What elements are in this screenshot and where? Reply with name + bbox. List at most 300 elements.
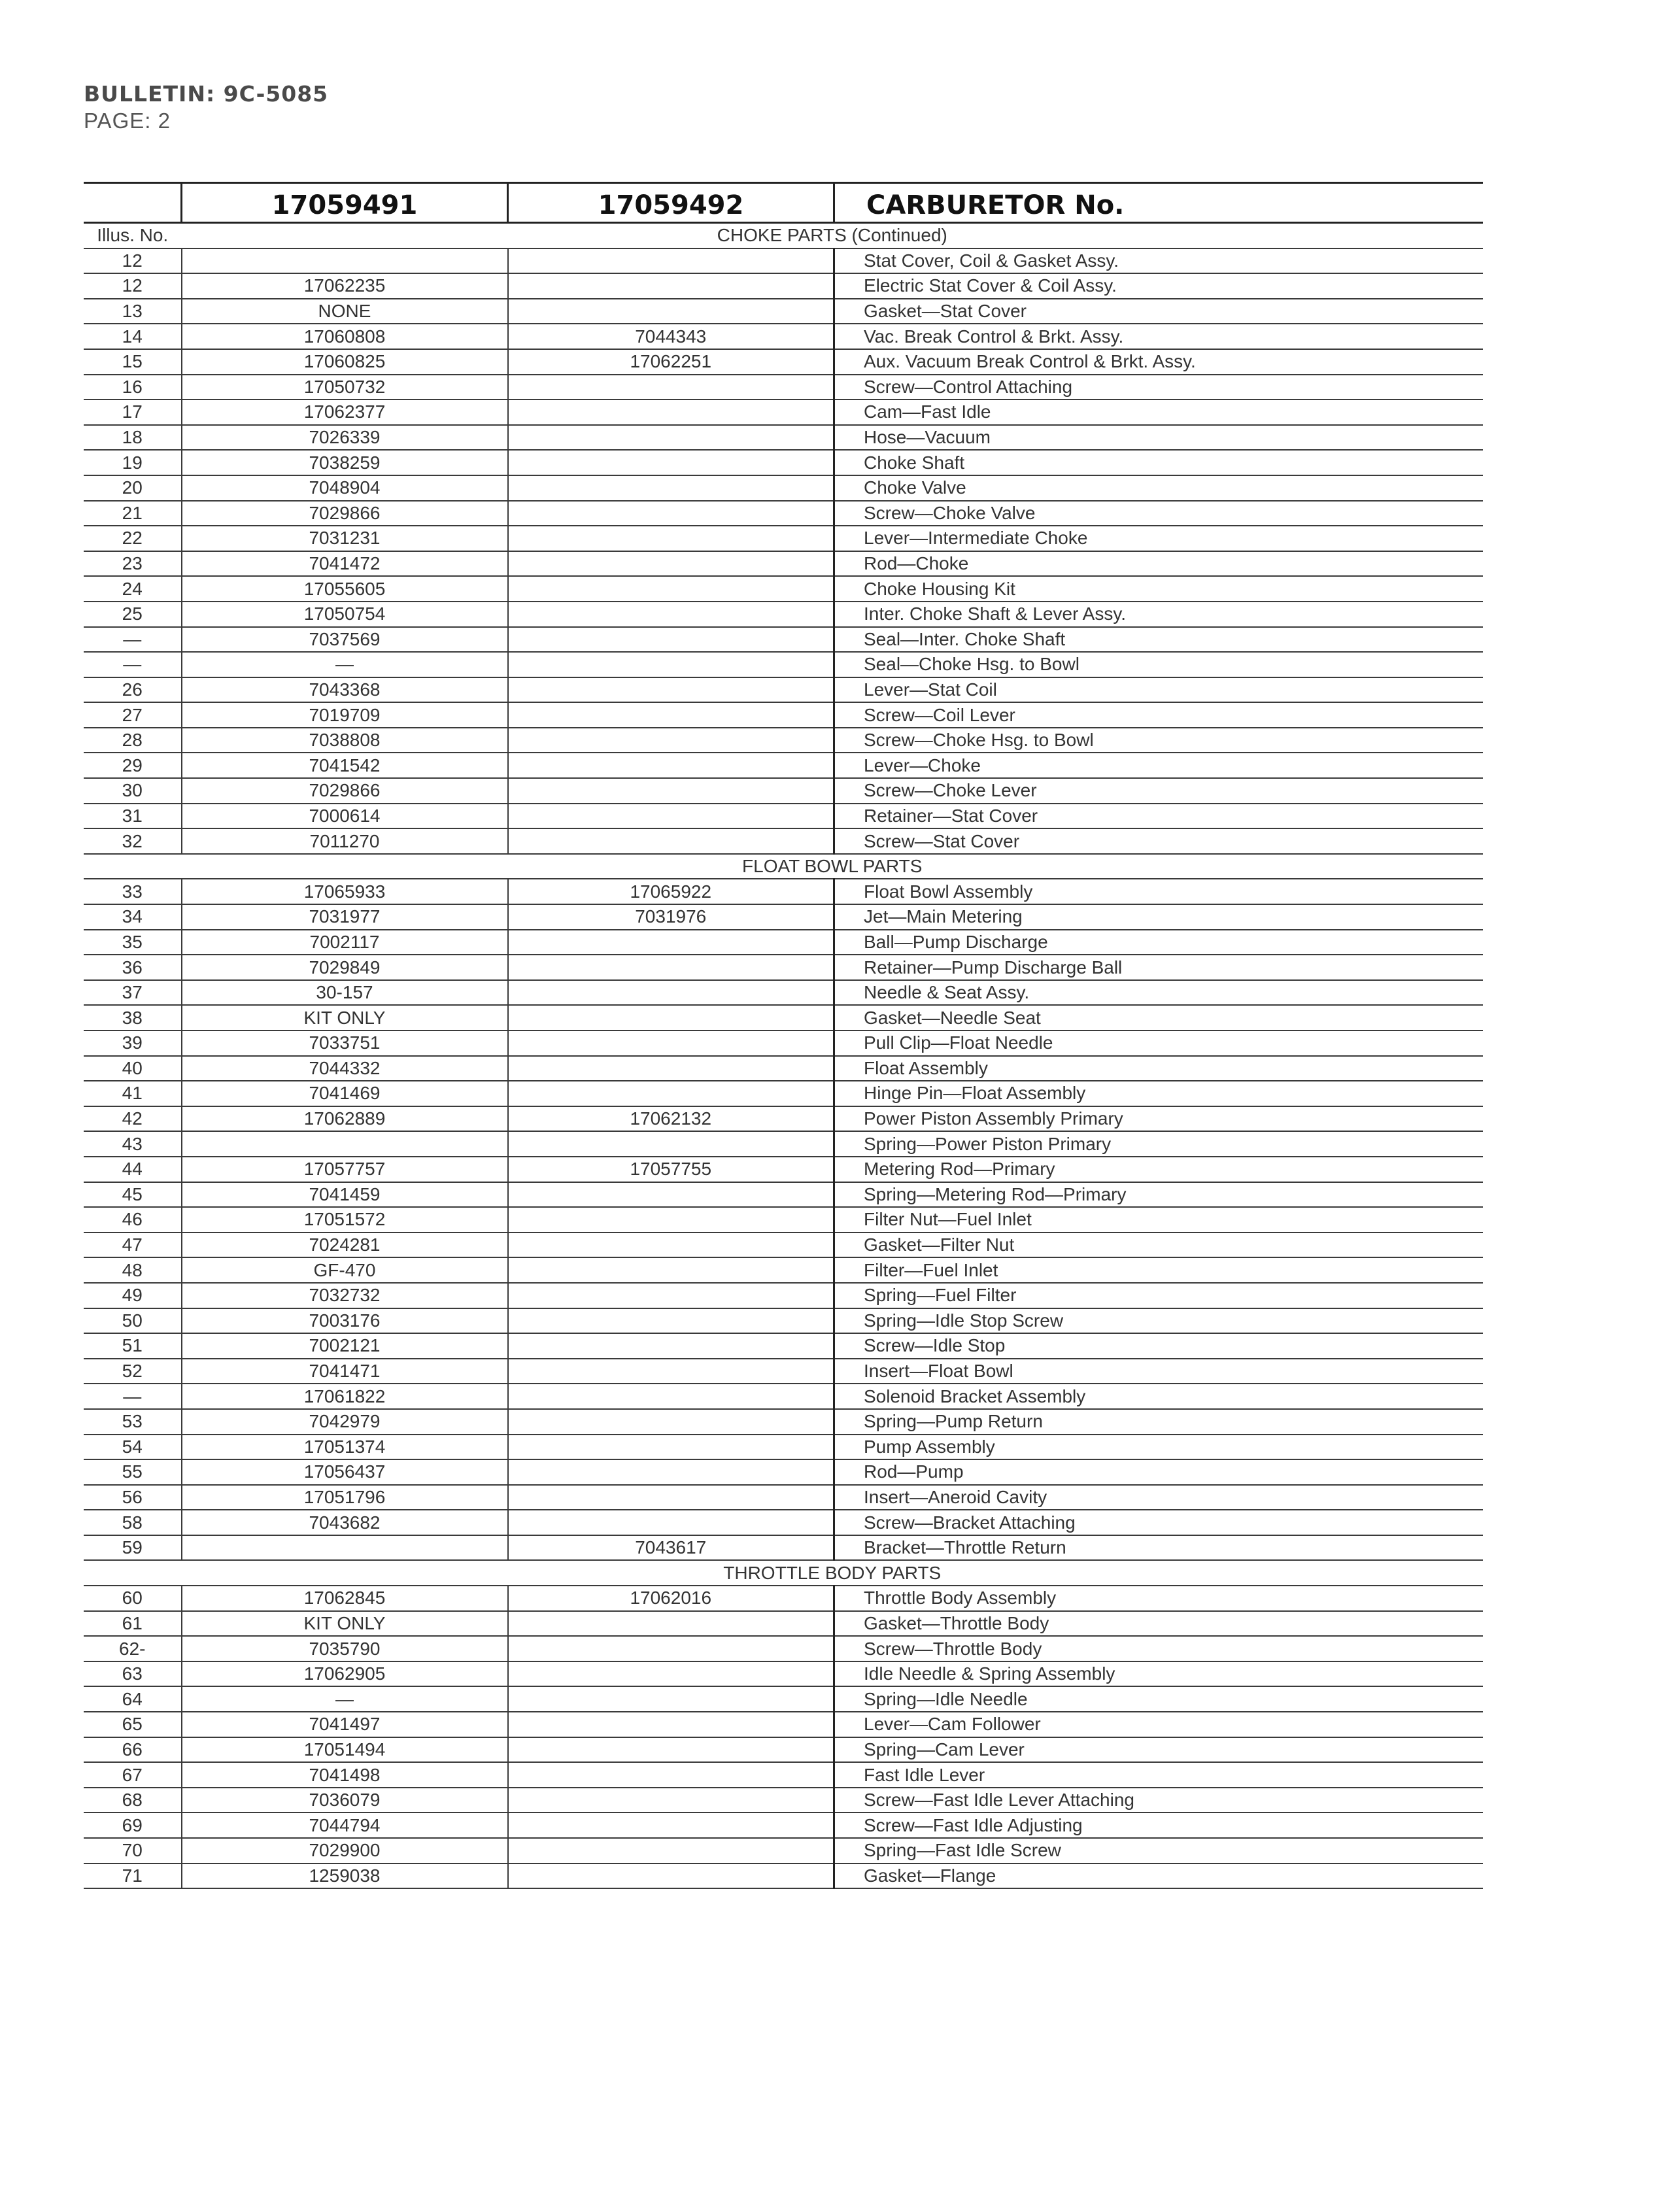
illus-cell: — bbox=[84, 627, 182, 653]
part-no-17059491-cell: 7041542 bbox=[182, 753, 508, 778]
part-no-17059491-cell: KIT ONLY bbox=[182, 1005, 508, 1030]
part-description-cell: Screw—Control Attaching bbox=[834, 375, 1484, 400]
part-no-17059492-cell bbox=[508, 1207, 834, 1233]
illus-cell: 45 bbox=[84, 1182, 182, 1208]
table-row bbox=[84, 1712, 1483, 1737]
table-row bbox=[84, 1485, 1483, 1510]
part-description-cell: Screw—Choke Lever bbox=[834, 778, 1484, 804]
table-row bbox=[84, 1157, 1483, 1182]
part-no-17059492-cell bbox=[508, 551, 834, 577]
part-no-17059492-cell bbox=[508, 299, 834, 324]
part-no-17059492-cell bbox=[508, 1485, 834, 1510]
part-description-cell: Gasket—Throttle Body bbox=[834, 1611, 1484, 1637]
part-no-17059491-cell bbox=[182, 248, 508, 274]
table-row bbox=[84, 1409, 1483, 1435]
part-description-cell: Vac. Break Control & Brkt. Assy. bbox=[834, 324, 1484, 349]
illus-cell: 37 bbox=[84, 980, 182, 1006]
part-no-17059492-cell bbox=[508, 1359, 834, 1384]
part-no-17059492-cell bbox=[508, 804, 834, 829]
part-no-17059492-cell bbox=[508, 1762, 834, 1788]
part-no-17059492-cell bbox=[508, 702, 834, 728]
part-no-17059492-cell: 17057755 bbox=[508, 1157, 834, 1182]
part-description-cell: Rod—Pump bbox=[834, 1459, 1484, 1485]
part-description-cell: Filter Nut—Fuel Inlet bbox=[834, 1207, 1484, 1233]
bulletin-number: BULLETIN: 9C-5085 bbox=[84, 81, 329, 107]
illus-cell: 61 bbox=[84, 1611, 182, 1637]
part-no-17059492-cell bbox=[508, 1409, 834, 1435]
part-no-17059492-cell bbox=[508, 1812, 834, 1838]
section-header-row bbox=[84, 223, 1483, 248]
part-no-17059492-cell bbox=[508, 1131, 834, 1157]
part-no-17059492-cell bbox=[508, 1333, 834, 1359]
table-row bbox=[84, 804, 1483, 829]
table-row bbox=[84, 879, 1483, 904]
part-no-17059491-cell: 17062889 bbox=[182, 1106, 508, 1132]
illus-cell: 67 bbox=[84, 1762, 182, 1788]
illus-cell: 32 bbox=[84, 828, 182, 854]
parts-table-body bbox=[84, 183, 1483, 1889]
part-no-17059492-cell bbox=[508, 501, 834, 526]
part-no-17059491-cell: 7029866 bbox=[182, 778, 508, 804]
part-description-cell: Idle Needle & Spring Assembly bbox=[834, 1661, 1484, 1687]
table-row bbox=[84, 1535, 1483, 1561]
part-no-17059492-cell bbox=[508, 1384, 834, 1409]
part-description-cell: Fast Idle Lever bbox=[834, 1762, 1484, 1788]
illus-cell: 24 bbox=[84, 576, 182, 602]
illus-cell: — bbox=[84, 1384, 182, 1409]
part-description-cell: Spring—Pump Return bbox=[834, 1409, 1484, 1435]
part-no-17059491-cell: GF-470 bbox=[182, 1257, 508, 1283]
table-row bbox=[84, 652, 1483, 677]
part-no-17059492-cell bbox=[508, 1233, 834, 1258]
part-no-17059491-cell: 17056437 bbox=[182, 1459, 508, 1485]
part-no-17059492-cell bbox=[508, 828, 834, 854]
part-no-17059492-cell: 17062251 bbox=[508, 349, 834, 375]
table-row bbox=[84, 425, 1483, 451]
part-no-17059491-cell: 17061822 bbox=[182, 1384, 508, 1409]
part-no-17059492-cell bbox=[508, 1661, 834, 1687]
table-row bbox=[84, 1257, 1483, 1283]
table-row bbox=[84, 1056, 1483, 1081]
part-description-cell: Bracket—Throttle Return bbox=[834, 1535, 1484, 1561]
part-description-cell: Screw—Throttle Body bbox=[834, 1636, 1484, 1661]
part-description-cell: Gasket—Stat Cover bbox=[834, 299, 1484, 324]
part-no-17059492-cell bbox=[508, 1257, 834, 1283]
illus-cell: 18 bbox=[84, 425, 182, 451]
table-row bbox=[84, 1081, 1483, 1106]
table-row bbox=[84, 1812, 1483, 1838]
part-no-17059491-cell: 7031231 bbox=[182, 526, 508, 551]
illus-cell: 70 bbox=[84, 1838, 182, 1863]
part-description-cell: Hose—Vacuum bbox=[834, 425, 1484, 451]
illus-cell: 65 bbox=[84, 1712, 182, 1737]
table-row bbox=[84, 1686, 1483, 1712]
table-row bbox=[84, 677, 1483, 703]
table-row bbox=[84, 450, 1483, 475]
part-no-17059492-cell bbox=[508, 526, 834, 551]
part-no-17059492-cell bbox=[508, 980, 834, 1006]
illus-cell: 12 bbox=[84, 273, 182, 299]
part-no-17059491-cell: 7044332 bbox=[182, 1056, 508, 1081]
part-no-17059492-cell bbox=[508, 753, 834, 778]
illus-cell: 30 bbox=[84, 778, 182, 804]
part-no-17059491-cell: 17050754 bbox=[182, 602, 508, 627]
part-no-17059492-cell: 7044343 bbox=[508, 324, 834, 349]
part-no-17059491-cell: 7037569 bbox=[182, 627, 508, 653]
table-row bbox=[84, 1005, 1483, 1030]
part-no-17059492-cell bbox=[508, 652, 834, 677]
part-no-17059491-cell: 7043682 bbox=[182, 1510, 508, 1535]
table-row bbox=[84, 1838, 1483, 1863]
section-header-row bbox=[84, 854, 1483, 879]
part-no-17059492-cell: 7043617 bbox=[508, 1535, 834, 1561]
illus-cell: 66 bbox=[84, 1737, 182, 1763]
part-description-cell: Spring—Metering Rod—Primary bbox=[834, 1182, 1484, 1208]
part-no-17059492-cell: 17062016 bbox=[508, 1586, 834, 1611]
part-no-17059491-cell: 17062845 bbox=[182, 1586, 508, 1611]
part-no-17059491-cell bbox=[182, 1131, 508, 1157]
part-no-17059491-cell: 7035790 bbox=[182, 1636, 508, 1661]
part-description-cell: Gasket—Needle Seat bbox=[834, 1005, 1484, 1030]
table-row bbox=[84, 1182, 1483, 1208]
illus-cell: 33 bbox=[84, 879, 182, 904]
part-description-cell: Aux. Vacuum Break Control & Brkt. Assy. bbox=[834, 349, 1484, 375]
header-blank-cell bbox=[84, 183, 182, 223]
illus-cell: 54 bbox=[84, 1435, 182, 1460]
table-row bbox=[84, 904, 1483, 930]
illus-cell: 55 bbox=[84, 1459, 182, 1485]
part-no-17059491-cell: 7038808 bbox=[182, 728, 508, 753]
part-no-17059492-cell bbox=[508, 1737, 834, 1763]
part-no-17059492-cell bbox=[508, 450, 834, 475]
table-header-row bbox=[84, 183, 1483, 223]
part-no-17059492-cell: 7031976 bbox=[508, 904, 834, 930]
part-no-17059492-cell bbox=[508, 728, 834, 753]
illus-cell: 43 bbox=[84, 1131, 182, 1157]
part-no-17059492-cell bbox=[508, 930, 834, 955]
part-description-cell: Screw—Idle Stop bbox=[834, 1333, 1484, 1359]
illus-cell: 58 bbox=[84, 1510, 182, 1535]
part-description-cell: Seal—Inter. Choke Shaft bbox=[834, 627, 1484, 653]
part-no-17059491-cell: 7024281 bbox=[182, 1233, 508, 1258]
part-description-cell: Insert—Float Bowl bbox=[834, 1359, 1484, 1384]
illus-cell: 38 bbox=[84, 1005, 182, 1030]
illus-cell bbox=[84, 1560, 182, 1586]
part-no-17059492-cell bbox=[508, 1459, 834, 1485]
part-no-17059492-cell bbox=[508, 1435, 834, 1460]
part-no-17059492-cell bbox=[508, 1510, 834, 1535]
part-description-cell: Throttle Body Assembly bbox=[834, 1586, 1484, 1611]
part-no-17059492-cell bbox=[508, 1863, 834, 1889]
part-no-17059492-cell bbox=[508, 1056, 834, 1081]
part-description-cell: Stat Cover, Coil & Gasket Assy. bbox=[834, 248, 1484, 274]
part-no-17059492-cell bbox=[508, 1686, 834, 1712]
part-no-17059491-cell: 7041497 bbox=[182, 1712, 508, 1737]
part-no-17059491-cell: 7002121 bbox=[182, 1333, 508, 1359]
part-description-cell: Seal—Choke Hsg. to Bowl bbox=[834, 652, 1484, 677]
table-row bbox=[84, 955, 1483, 980]
part-description-cell: Screw—Choke Hsg. to Bowl bbox=[834, 728, 1484, 753]
part-no-17059491-cell: 7041459 bbox=[182, 1182, 508, 1208]
part-no-17059491-cell: 17062905 bbox=[182, 1661, 508, 1687]
part-description-cell: Cam—Fast Idle bbox=[834, 400, 1484, 425]
part-no-17059492-cell bbox=[508, 425, 834, 451]
part-no-17059491-cell: NONE bbox=[182, 299, 508, 324]
part-no-17059491-cell bbox=[182, 1535, 508, 1561]
part-description-cell: Screw—Bracket Attaching bbox=[834, 1510, 1484, 1535]
part-description-cell: Filter—Fuel Inlet bbox=[834, 1257, 1484, 1283]
table-row bbox=[84, 627, 1483, 653]
table-row bbox=[84, 1762, 1483, 1788]
part-no-17059492-cell bbox=[508, 1182, 834, 1208]
table-row bbox=[84, 324, 1483, 349]
part-no-17059491-cell: 17051494 bbox=[182, 1737, 508, 1763]
part-description-cell: Spring—Fast Idle Screw bbox=[834, 1838, 1484, 1863]
part-no-17059491-cell: 7029866 bbox=[182, 501, 508, 526]
part-no-17059492-cell bbox=[508, 602, 834, 627]
part-no-17059491-cell: 7041469 bbox=[182, 1081, 508, 1106]
part-description-cell: Spring—Power Piston Primary bbox=[834, 1131, 1484, 1157]
illus-cell: 50 bbox=[84, 1308, 182, 1334]
part-description-cell: Lever—Cam Follower bbox=[834, 1712, 1484, 1737]
part-no-17059491-cell: 7002117 bbox=[182, 930, 508, 955]
illus-cell: 35 bbox=[84, 930, 182, 955]
section-title: THROTTLE BODY PARTS bbox=[182, 1560, 1484, 1586]
part-no-17059491-cell: 7031977 bbox=[182, 904, 508, 930]
illus-cell: 15 bbox=[84, 349, 182, 375]
illus-cell: 17 bbox=[84, 400, 182, 425]
part-description-cell: Pump Assembly bbox=[834, 1435, 1484, 1460]
part-no-17059491-cell: 7032732 bbox=[182, 1283, 508, 1308]
part-description-cell: Jet—Main Metering bbox=[834, 904, 1484, 930]
part-no-17059492-cell bbox=[508, 1283, 834, 1308]
part-description-cell: Solenoid Bracket Assembly bbox=[834, 1384, 1484, 1409]
part-no-17059491-cell: 17060825 bbox=[182, 349, 508, 375]
illus-cell: 26 bbox=[84, 677, 182, 703]
table-row bbox=[84, 753, 1483, 778]
illus-cell: 64 bbox=[84, 1686, 182, 1712]
carburetor-no-title: CARBURETOR No. bbox=[834, 183, 1484, 223]
illus-cell: 47 bbox=[84, 1233, 182, 1258]
part-no-17059492-cell bbox=[508, 475, 834, 501]
part-no-17059491-cell: 17051374 bbox=[182, 1435, 508, 1460]
part-description-cell: Choke Shaft bbox=[834, 450, 1484, 475]
part-description-cell: Rod—Choke bbox=[834, 551, 1484, 577]
part-description-cell: Lever—Choke bbox=[834, 753, 1484, 778]
table-row bbox=[84, 1233, 1483, 1258]
part-description-cell: Screw—Stat Cover bbox=[834, 828, 1484, 854]
part-no-17059491-cell: — bbox=[182, 1686, 508, 1712]
part-description-cell: Spring—Fuel Filter bbox=[834, 1283, 1484, 1308]
part-no-17059491-cell: 7041498 bbox=[182, 1762, 508, 1788]
part-no-17059491-cell: 17062377 bbox=[182, 400, 508, 425]
part-no-17059492-cell bbox=[508, 375, 834, 400]
illus-cell: 62- bbox=[84, 1636, 182, 1661]
part-no-17059491-cell: 17055605 bbox=[182, 576, 508, 602]
table-row bbox=[84, 1359, 1483, 1384]
part-no-17059492-cell bbox=[508, 1788, 834, 1813]
part-no-17059491-cell: 7041472 bbox=[182, 551, 508, 577]
part-description-cell: Lever—Intermediate Choke bbox=[834, 526, 1484, 551]
table-row bbox=[84, 1207, 1483, 1233]
part-description-cell: Needle & Seat Assy. bbox=[834, 980, 1484, 1006]
table-row bbox=[84, 1636, 1483, 1661]
part-no-17059491-cell: 7000614 bbox=[182, 804, 508, 829]
illus-cell: 19 bbox=[84, 450, 182, 475]
table-row bbox=[84, 1459, 1483, 1485]
part-no-17059492-cell bbox=[508, 677, 834, 703]
part-no-17059492-cell bbox=[508, 778, 834, 804]
illus-cell: 13 bbox=[84, 299, 182, 324]
part-no-17059491-cell: 17050732 bbox=[182, 375, 508, 400]
part-description-cell: Retainer—Pump Discharge Ball bbox=[834, 955, 1484, 980]
part-description-cell: Screw—Fast Idle Lever Attaching bbox=[834, 1788, 1484, 1813]
part-no-17059491-cell: 17057757 bbox=[182, 1157, 508, 1182]
part-description-cell: Choke Housing Kit bbox=[834, 576, 1484, 602]
illus-cell: 59 bbox=[84, 1535, 182, 1561]
illus-cell: 42 bbox=[84, 1106, 182, 1132]
illus-cell: 44 bbox=[84, 1157, 182, 1182]
illus-cell: 60 bbox=[84, 1586, 182, 1611]
part-description-cell: Float Assembly bbox=[834, 1056, 1484, 1081]
table-row bbox=[84, 1737, 1483, 1763]
table-row bbox=[84, 1586, 1483, 1611]
part-no-17059491-cell: KIT ONLY bbox=[182, 1611, 508, 1637]
part-no-17059492-cell bbox=[508, 1838, 834, 1863]
part-no-17059492-cell bbox=[508, 248, 834, 274]
table-row bbox=[84, 400, 1483, 425]
part-description-cell: Screw—Coil Lever bbox=[834, 702, 1484, 728]
part-description-cell: Metering Rod—Primary bbox=[834, 1157, 1484, 1182]
table-row bbox=[84, 501, 1483, 526]
part-no-17059492-cell bbox=[508, 1308, 834, 1334]
table-row bbox=[84, 1661, 1483, 1687]
part-no-17059491-cell: 17062235 bbox=[182, 273, 508, 299]
part-description-cell: Spring—Cam Lever bbox=[834, 1737, 1484, 1763]
part-description-cell: Screw—Fast Idle Adjusting bbox=[834, 1812, 1484, 1838]
carburetor-col-1-title: 17059491 bbox=[182, 183, 508, 223]
illus-cell: 28 bbox=[84, 728, 182, 753]
part-no-17059491-cell: 17060808 bbox=[182, 324, 508, 349]
part-no-17059491-cell: 7033751 bbox=[182, 1030, 508, 1056]
part-no-17059491-cell: 7041471 bbox=[182, 1359, 508, 1384]
part-no-17059491-cell: 17051572 bbox=[182, 1207, 508, 1233]
parts-table bbox=[84, 182, 1483, 1889]
part-no-17059492-cell: 17065922 bbox=[508, 879, 834, 904]
table-row bbox=[84, 349, 1483, 375]
table-row bbox=[84, 551, 1483, 577]
illus-cell: 29 bbox=[84, 753, 182, 778]
part-no-17059492-cell bbox=[508, 1081, 834, 1106]
part-description-cell: Lever—Stat Coil bbox=[834, 677, 1484, 703]
section-title: CHOKE PARTS (Continued) bbox=[182, 223, 1484, 248]
table-row bbox=[84, 828, 1483, 854]
part-no-17059492-cell bbox=[508, 955, 834, 980]
table-row bbox=[84, 475, 1483, 501]
illus-cell: 14 bbox=[84, 324, 182, 349]
part-description-cell: Retainer—Stat Cover bbox=[834, 804, 1484, 829]
part-no-17059491-cell: 7042979 bbox=[182, 1409, 508, 1435]
part-no-17059491-cell: 7048904 bbox=[182, 475, 508, 501]
part-no-17059491-cell: 7044794 bbox=[182, 1812, 508, 1838]
table-row bbox=[84, 299, 1483, 324]
illus-cell: 51 bbox=[84, 1333, 182, 1359]
part-no-17059491-cell: 1259038 bbox=[182, 1863, 508, 1889]
part-description-cell: Float Bowl Assembly bbox=[834, 879, 1484, 904]
table-row bbox=[84, 273, 1483, 299]
part-no-17059491-cell: 7019709 bbox=[182, 702, 508, 728]
part-description-cell: Electric Stat Cover & Coil Assy. bbox=[834, 273, 1484, 299]
illus-cell: 16 bbox=[84, 375, 182, 400]
illus-cell: 21 bbox=[84, 501, 182, 526]
table-row bbox=[84, 526, 1483, 551]
part-no-17059491-cell: 7043368 bbox=[182, 677, 508, 703]
part-description-cell: Spring—Idle Needle bbox=[834, 1686, 1484, 1712]
illus-cell: 49 bbox=[84, 1283, 182, 1308]
illus-cell: 63 bbox=[84, 1661, 182, 1687]
illus-cell: Illus. No. bbox=[84, 223, 182, 248]
table-row bbox=[84, 702, 1483, 728]
table-row bbox=[84, 1333, 1483, 1359]
part-description-cell: Choke Valve bbox=[834, 475, 1484, 501]
illus-cell: 12 bbox=[84, 248, 182, 274]
part-description-cell: Pull Clip—Float Needle bbox=[834, 1030, 1484, 1056]
part-description-cell: Inter. Choke Shaft & Lever Assy. bbox=[834, 602, 1484, 627]
illus-cell: 25 bbox=[84, 602, 182, 627]
carburetor-col-2-title: 17059492 bbox=[508, 183, 834, 223]
part-no-17059492-cell bbox=[508, 1005, 834, 1030]
illus-cell: 46 bbox=[84, 1207, 182, 1233]
table-row bbox=[84, 728, 1483, 753]
illus-cell: 56 bbox=[84, 1485, 182, 1510]
part-no-17059491-cell: 7011270 bbox=[182, 828, 508, 854]
illus-cell: 20 bbox=[84, 475, 182, 501]
part-no-17059491-cell: 7029849 bbox=[182, 955, 508, 980]
table-row bbox=[84, 1863, 1483, 1889]
part-description-cell: Gasket—Flange bbox=[834, 1863, 1484, 1889]
part-no-17059491-cell: 7038259 bbox=[182, 450, 508, 475]
table-row bbox=[84, 980, 1483, 1006]
table-row bbox=[84, 576, 1483, 602]
table-row bbox=[84, 1384, 1483, 1409]
part-no-17059492-cell bbox=[508, 627, 834, 653]
table-row bbox=[84, 1030, 1483, 1056]
table-row bbox=[84, 1308, 1483, 1334]
illus-cell: 31 bbox=[84, 804, 182, 829]
part-no-17059492-cell bbox=[508, 1712, 834, 1737]
table-row bbox=[84, 1510, 1483, 1535]
section-title: FLOAT BOWL PARTS bbox=[182, 854, 1484, 879]
table-row bbox=[84, 375, 1483, 400]
part-no-17059491-cell: 17065933 bbox=[182, 879, 508, 904]
illus-cell: 22 bbox=[84, 526, 182, 551]
part-description-cell: Power Piston Assembly Primary bbox=[834, 1106, 1484, 1132]
part-description-cell: Hinge Pin—Float Assembly bbox=[834, 1081, 1484, 1106]
table-row bbox=[84, 930, 1483, 955]
illus-cell bbox=[84, 854, 182, 879]
illus-cell: 69 bbox=[84, 1812, 182, 1838]
part-no-17059492-cell bbox=[508, 1636, 834, 1661]
table-row bbox=[84, 248, 1483, 274]
illus-cell: 23 bbox=[84, 551, 182, 577]
part-no-17059491-cell: 7029900 bbox=[182, 1838, 508, 1863]
illus-cell: 39 bbox=[84, 1030, 182, 1056]
illus-cell: 48 bbox=[84, 1257, 182, 1283]
table-row bbox=[84, 1788, 1483, 1813]
part-no-17059492-cell bbox=[508, 400, 834, 425]
illus-cell: 71 bbox=[84, 1863, 182, 1889]
part-description-cell: Screw—Choke Valve bbox=[834, 501, 1484, 526]
